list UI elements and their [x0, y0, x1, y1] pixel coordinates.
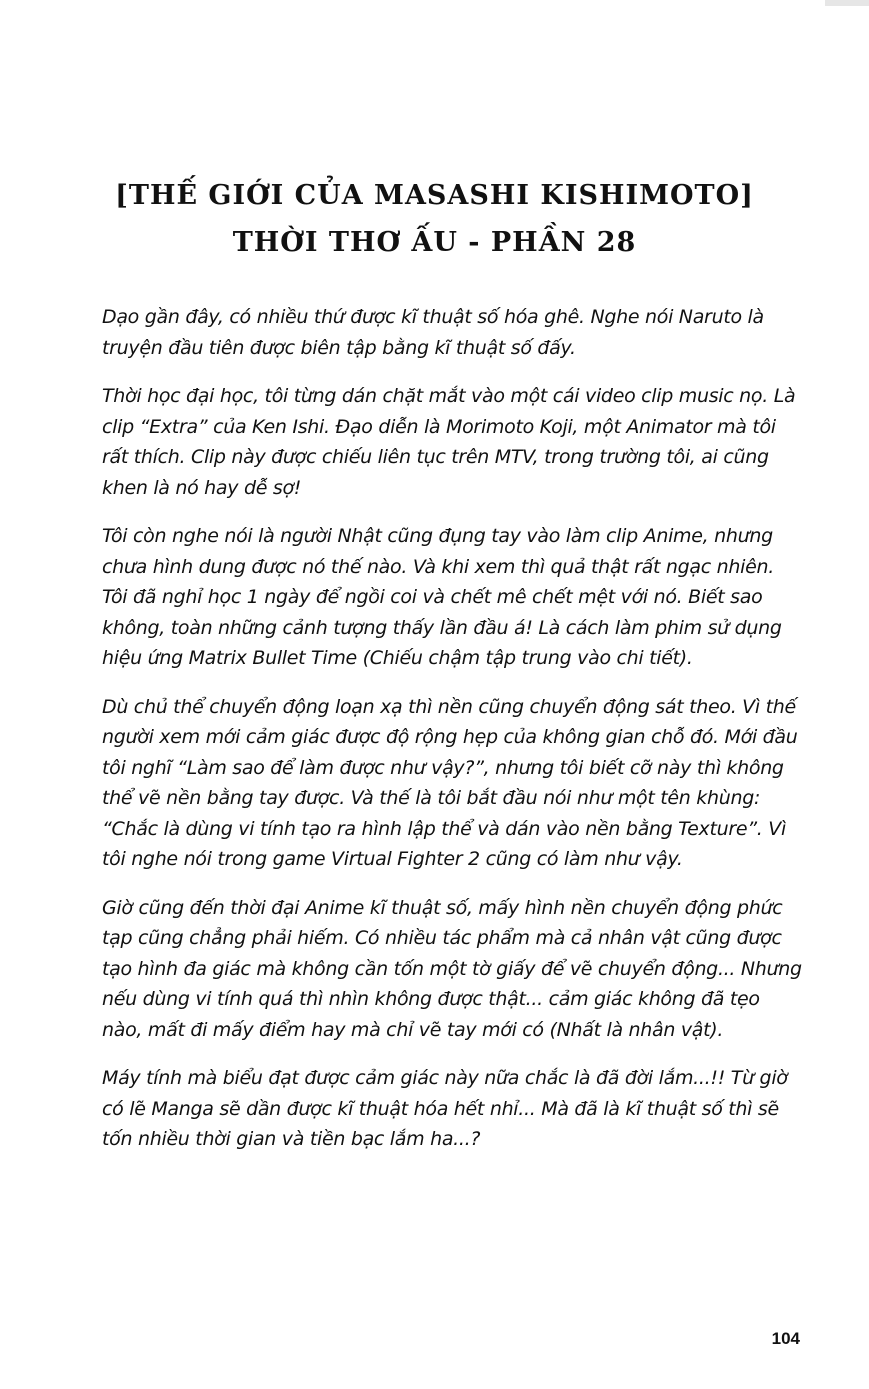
paragraph-6: Máy tính mà biểu đạt được cảm giác này nữa chắc là đã đời lắm...!! Từ giờ có lẽ Manga sẽ dần được kĩ thuật hóa hết nhỉ... Mà đã là kĩ thuật số thì sẽ tốn nhiều thời gian và tiền bạc lắm ha...?: [102, 1067, 788, 1150]
scan-edge-mark: [825, 0, 869, 6]
paragraph-4: Dù chủ thể chuyển động loạn xạ thì nền cũng chuyển động sát theo. Vì thế người xem mới cảm giác được độ rộng hẹp của không gian chỗ đó. Mới đầu tôi nghĩ “Làm sao để làm được như vậy?”, nhưng tôi biết cỡ này thì không thể vẽ nền bằng tay được. Và thế là tôi bắt đầu nói như một tên khùng: “Chắc là dùng vi tính tạo ra hình lập thể và dán vào nền bằng Texture”. Vì tôi nghe nói trong game Virtual Fighter 2 cũng có làm như vậy.: [102, 695, 798, 870]
page-number: 104: [771, 1329, 800, 1348]
chapter-title: [0, 172, 869, 266]
paragraph-2: Thời học đại học, tôi từng dán chặt mắt vào một cái video clip music nọ. Là clip “Extra” của Ken Ishi. Đạo diễn là Morimoto Koji, một Animator mà tôi rất thích. Clip này được chiếu liên tục trên MTV, trong trường tôi, ai cũng khen là nó hay dễ sợ!: [102, 385, 796, 499]
paragraph-1: Dạo gần đây, có nhiều thứ được kĩ thuật số hóa ghê. Nghe nói Naruto là truyện đầu tiên được biên tập bằng kĩ thuật số đấy.: [102, 306, 764, 359]
chapter-title-line-1: [THẾ GIỚI CỦA MASASHI KISHIMOTO]: [115, 180, 754, 211]
paragraph-5: Giờ cũng đến thời đại Anime kĩ thuật số, mấy hình nền chuyển động phức tạp cũng chẳng phải hiếm. Có nhiều tác phẩm mà cả nhân vật cũng được tạo hình đa giác mà không cần tốn một tờ giấy để vẽ chuyển động... Nhưng nếu dùng vi tính quá thì nhìn không được thật... cảm giác không đã tẹo nào, mất đi mấy điểm hay mà chỉ vẽ tay mới có (Nhất là nhân vật).: [102, 896, 802, 1041]
chapter-title-line-2: THỜI THƠ ẤU - PHẦN 28: [232, 227, 637, 258]
article-body: [102, 302, 802, 1173]
paragraph-3: Tôi còn nghe nói là người Nhật cũng đụng tay vào làm clip Anime, nhưng chưa hình dung được nó thế nào. Và khi xem thì quả thật rất ngạc nhiên. Tôi đã nghỉ học 1 ngày để ngồi coi và chết mê chết mệt với nó. Biết sao không, toàn những cảnh tượng thấy lần đầu á! Là cách làm phim sử dụng hiệu ứng Matrix Bullet Time (Chiếu chậm tập trung vào chi tiết).: [102, 525, 782, 669]
